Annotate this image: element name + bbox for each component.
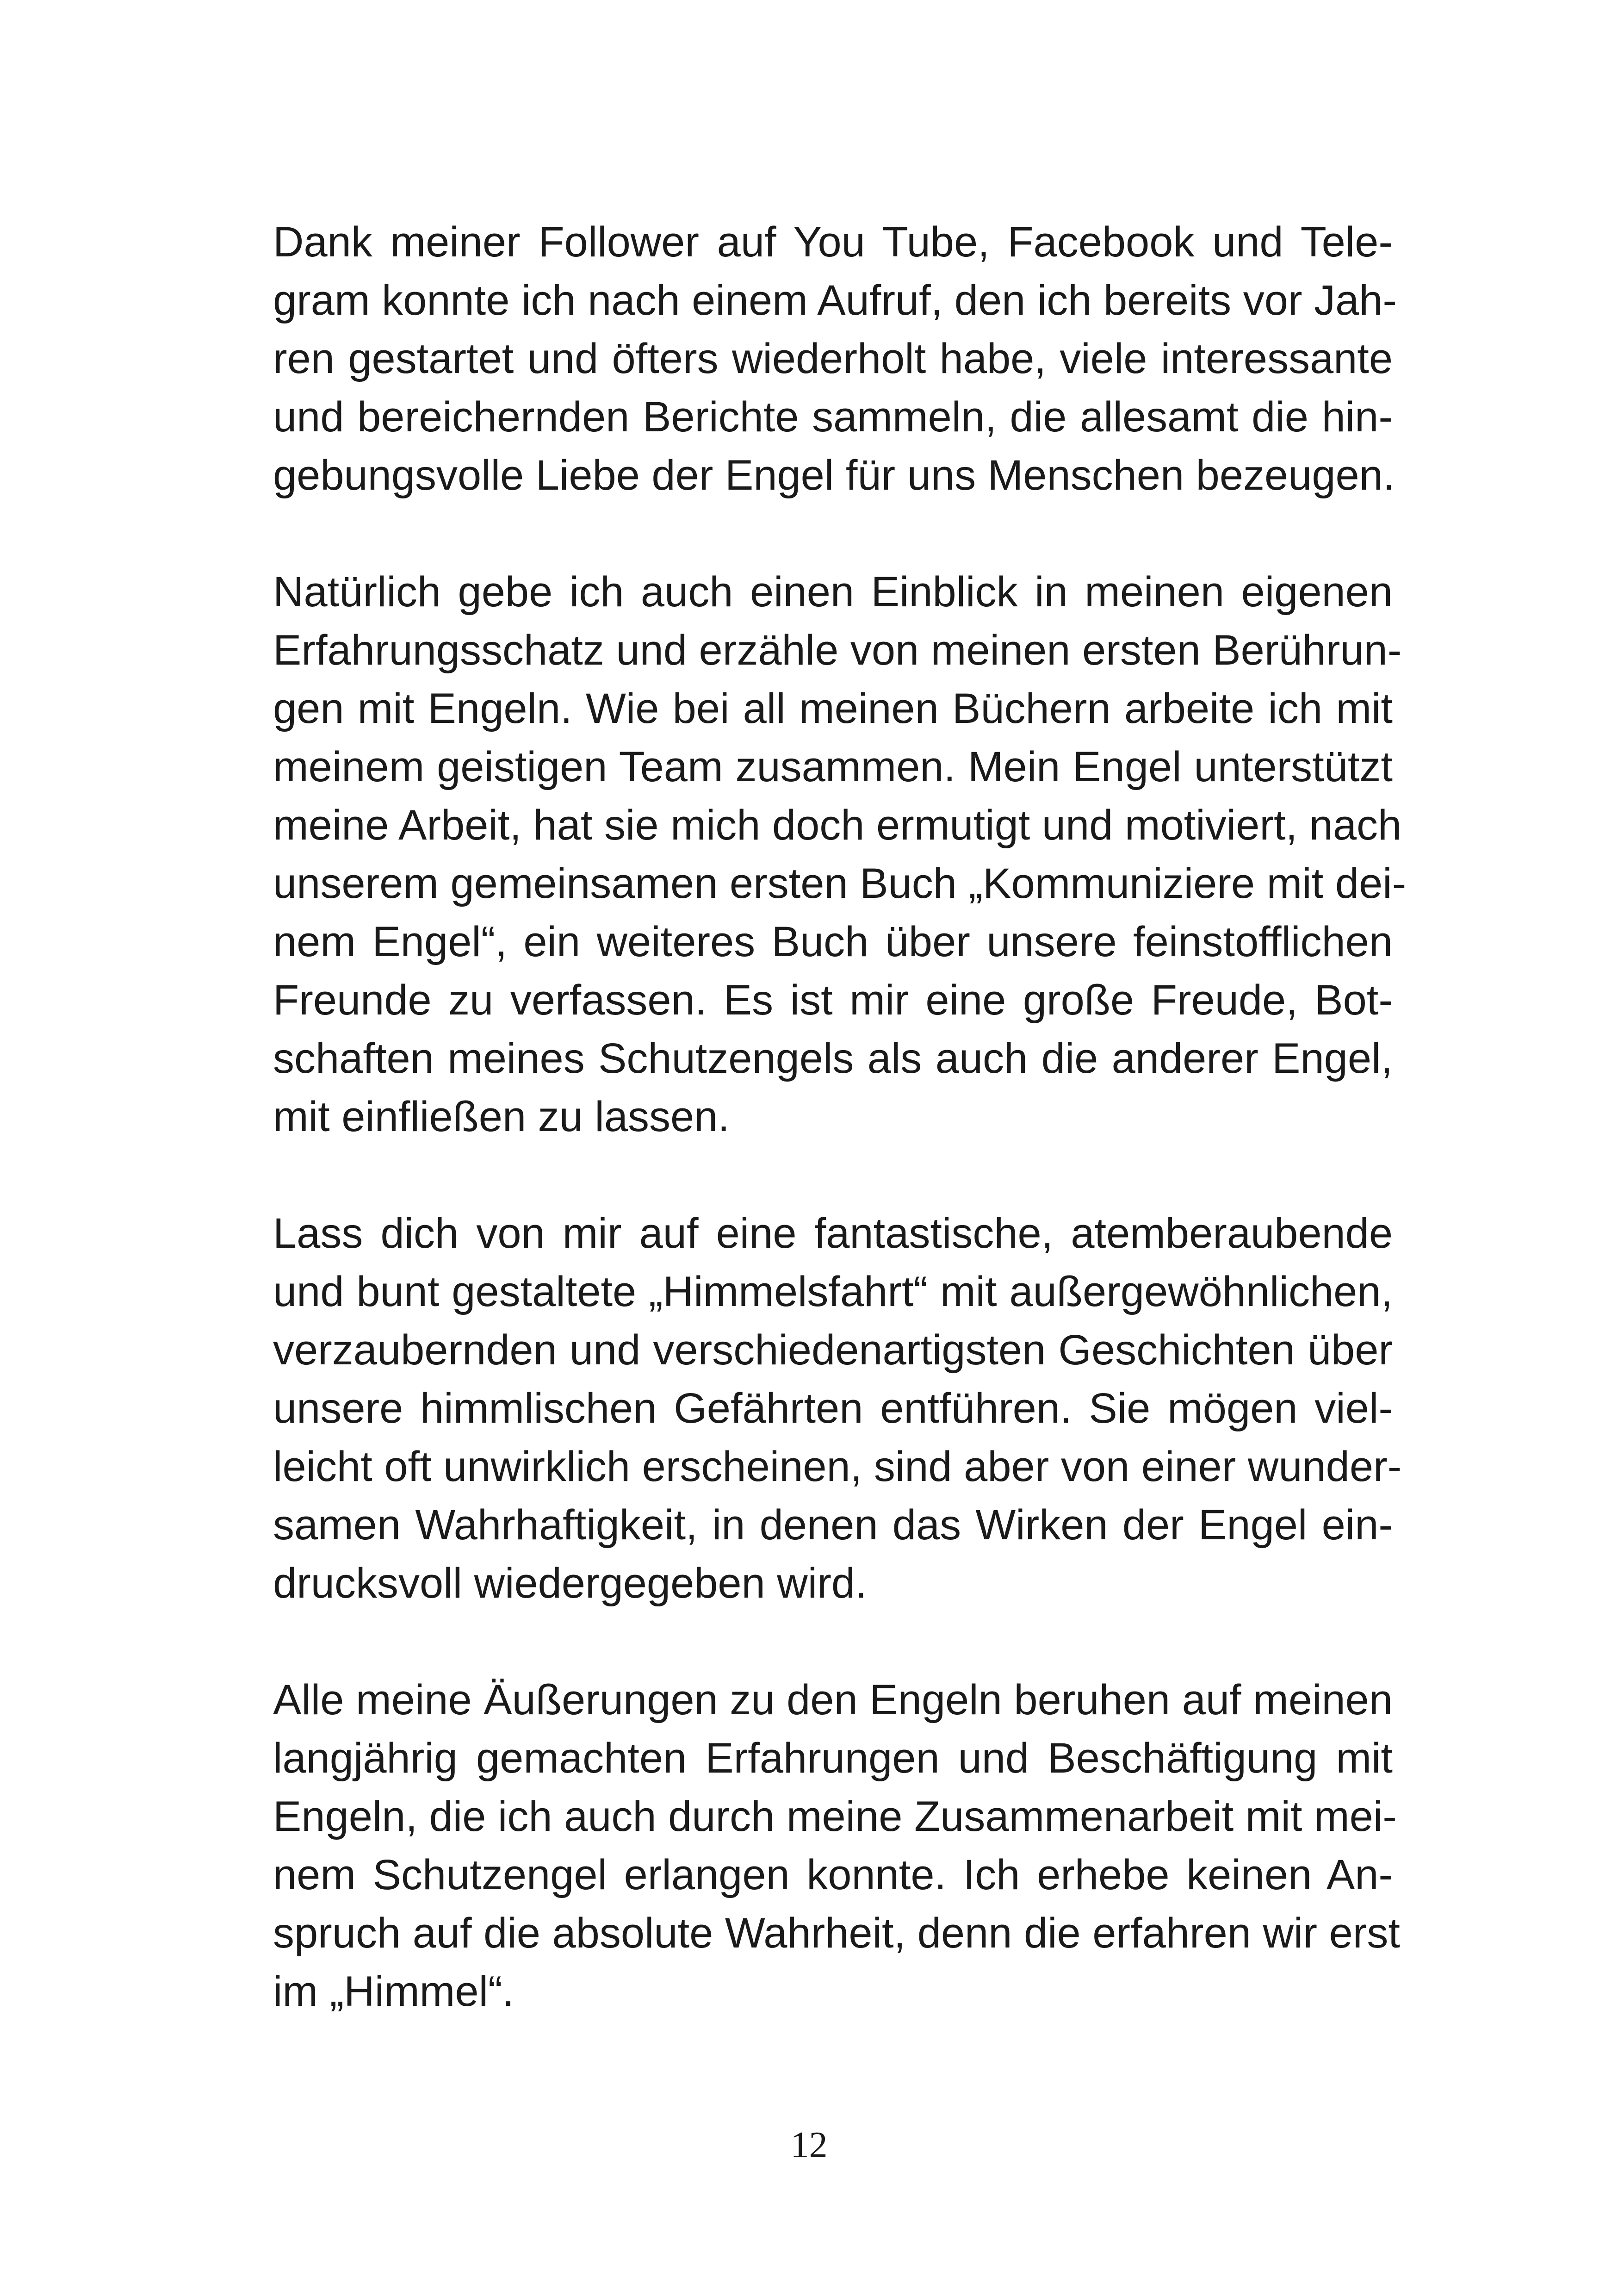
- text-line: meinem geistigen Team zusammen. Mein Engel unterstützt: [273, 743, 1393, 790]
- paragraph-1: [273, 213, 1397, 504]
- text-line: langjährig gemachten Erfahrungen und Beschäftigung mit: [273, 1735, 1393, 1782]
- text-line: und bunt gestaltete „Himmelsfahrt“ mit außergewöhnlichen,: [273, 1268, 1393, 1315]
- text-line: schaften meines Schutzengels als auch die anderer Engel,: [273, 1035, 1393, 1082]
- paragraph-4: [273, 1671, 1400, 2021]
- text-line: nem Engel“, ein weiteres Buch über unsere feinstofflichen: [273, 918, 1393, 965]
- text-line: spruch auf die absolute Wahrheit, denn die erfahren wir erst: [273, 1910, 1400, 1957]
- text-line: und bereichernden Berichte sammeln, die allesamt die hin-: [273, 393, 1393, 441]
- text-line: mit einfließen zu lassen.: [273, 1093, 730, 1140]
- text-line: unserem gemeinsamen ersten Buch „Kommuniziere mit dei-: [273, 860, 1407, 907]
- text-line: Engeln, die ich auch durch meine Zusammenarbeit mit mei-: [273, 1793, 1397, 1840]
- text-line: drucksvoll wiedergegeben wird.: [273, 1560, 867, 1607]
- text-line: leicht oft unwirklich erscheinen, sind aber von einer wunder-: [273, 1443, 1402, 1490]
- page-number: 12: [790, 2125, 828, 2165]
- paragraph-3: [273, 1204, 1402, 1612]
- text-line: meine Arbeit, hat sie mich doch ermutigt und motiviert, nach: [273, 802, 1402, 849]
- text-line: ren gestartet und öfters wiederholt habe, viele interessante: [273, 335, 1393, 382]
- body-text: [273, 213, 1407, 2079]
- text-line: Alle meine Äußerungen zu den Engeln beruhen auf meinen: [273, 1676, 1393, 1724]
- text-line: Natürlich gebe ich auch einen Einblick in meinen eigenen: [273, 568, 1393, 616]
- text-line: Freunde zu verfassen. Es ist mir eine große Freude, Bot-: [273, 977, 1393, 1024]
- text-line: samen Wahrhaftigkeit, in denen das Wirken der Engel ein-: [273, 1501, 1393, 1549]
- text-line: gebungsvolle Liebe der Engel für uns Menschen bezeugen.: [273, 452, 1395, 499]
- text-line: gram konnte ich nach einem Aufruf, den ich bereits vor Jah-: [273, 277, 1397, 324]
- text-line: im „Himmel“.: [273, 1968, 515, 2015]
- text-line: Lass dich von mir auf eine fantastische, atemberaubende: [273, 1210, 1393, 1257]
- text-line: unsere himmlischen Gefährten entführen. Sie mögen viel-: [273, 1385, 1393, 1432]
- text-line: Dank meiner Follower auf You Tube, Facebook und Tele-: [273, 218, 1393, 266]
- paragraph-2: [273, 563, 1407, 1146]
- text-line: verzaubernden und verschiedenartigsten Geschichten über: [273, 1326, 1393, 1374]
- text-line: Erfahrungsschatz und erzähle von meinen ersten Berührun-: [273, 627, 1402, 674]
- text-line: gen mit Engeln. Wie bei all meinen Büchern arbeite ich mit: [273, 685, 1393, 732]
- text-line: nem Schutzengel erlangen konnte. Ich erhebe keinen An-: [273, 1851, 1393, 1898]
